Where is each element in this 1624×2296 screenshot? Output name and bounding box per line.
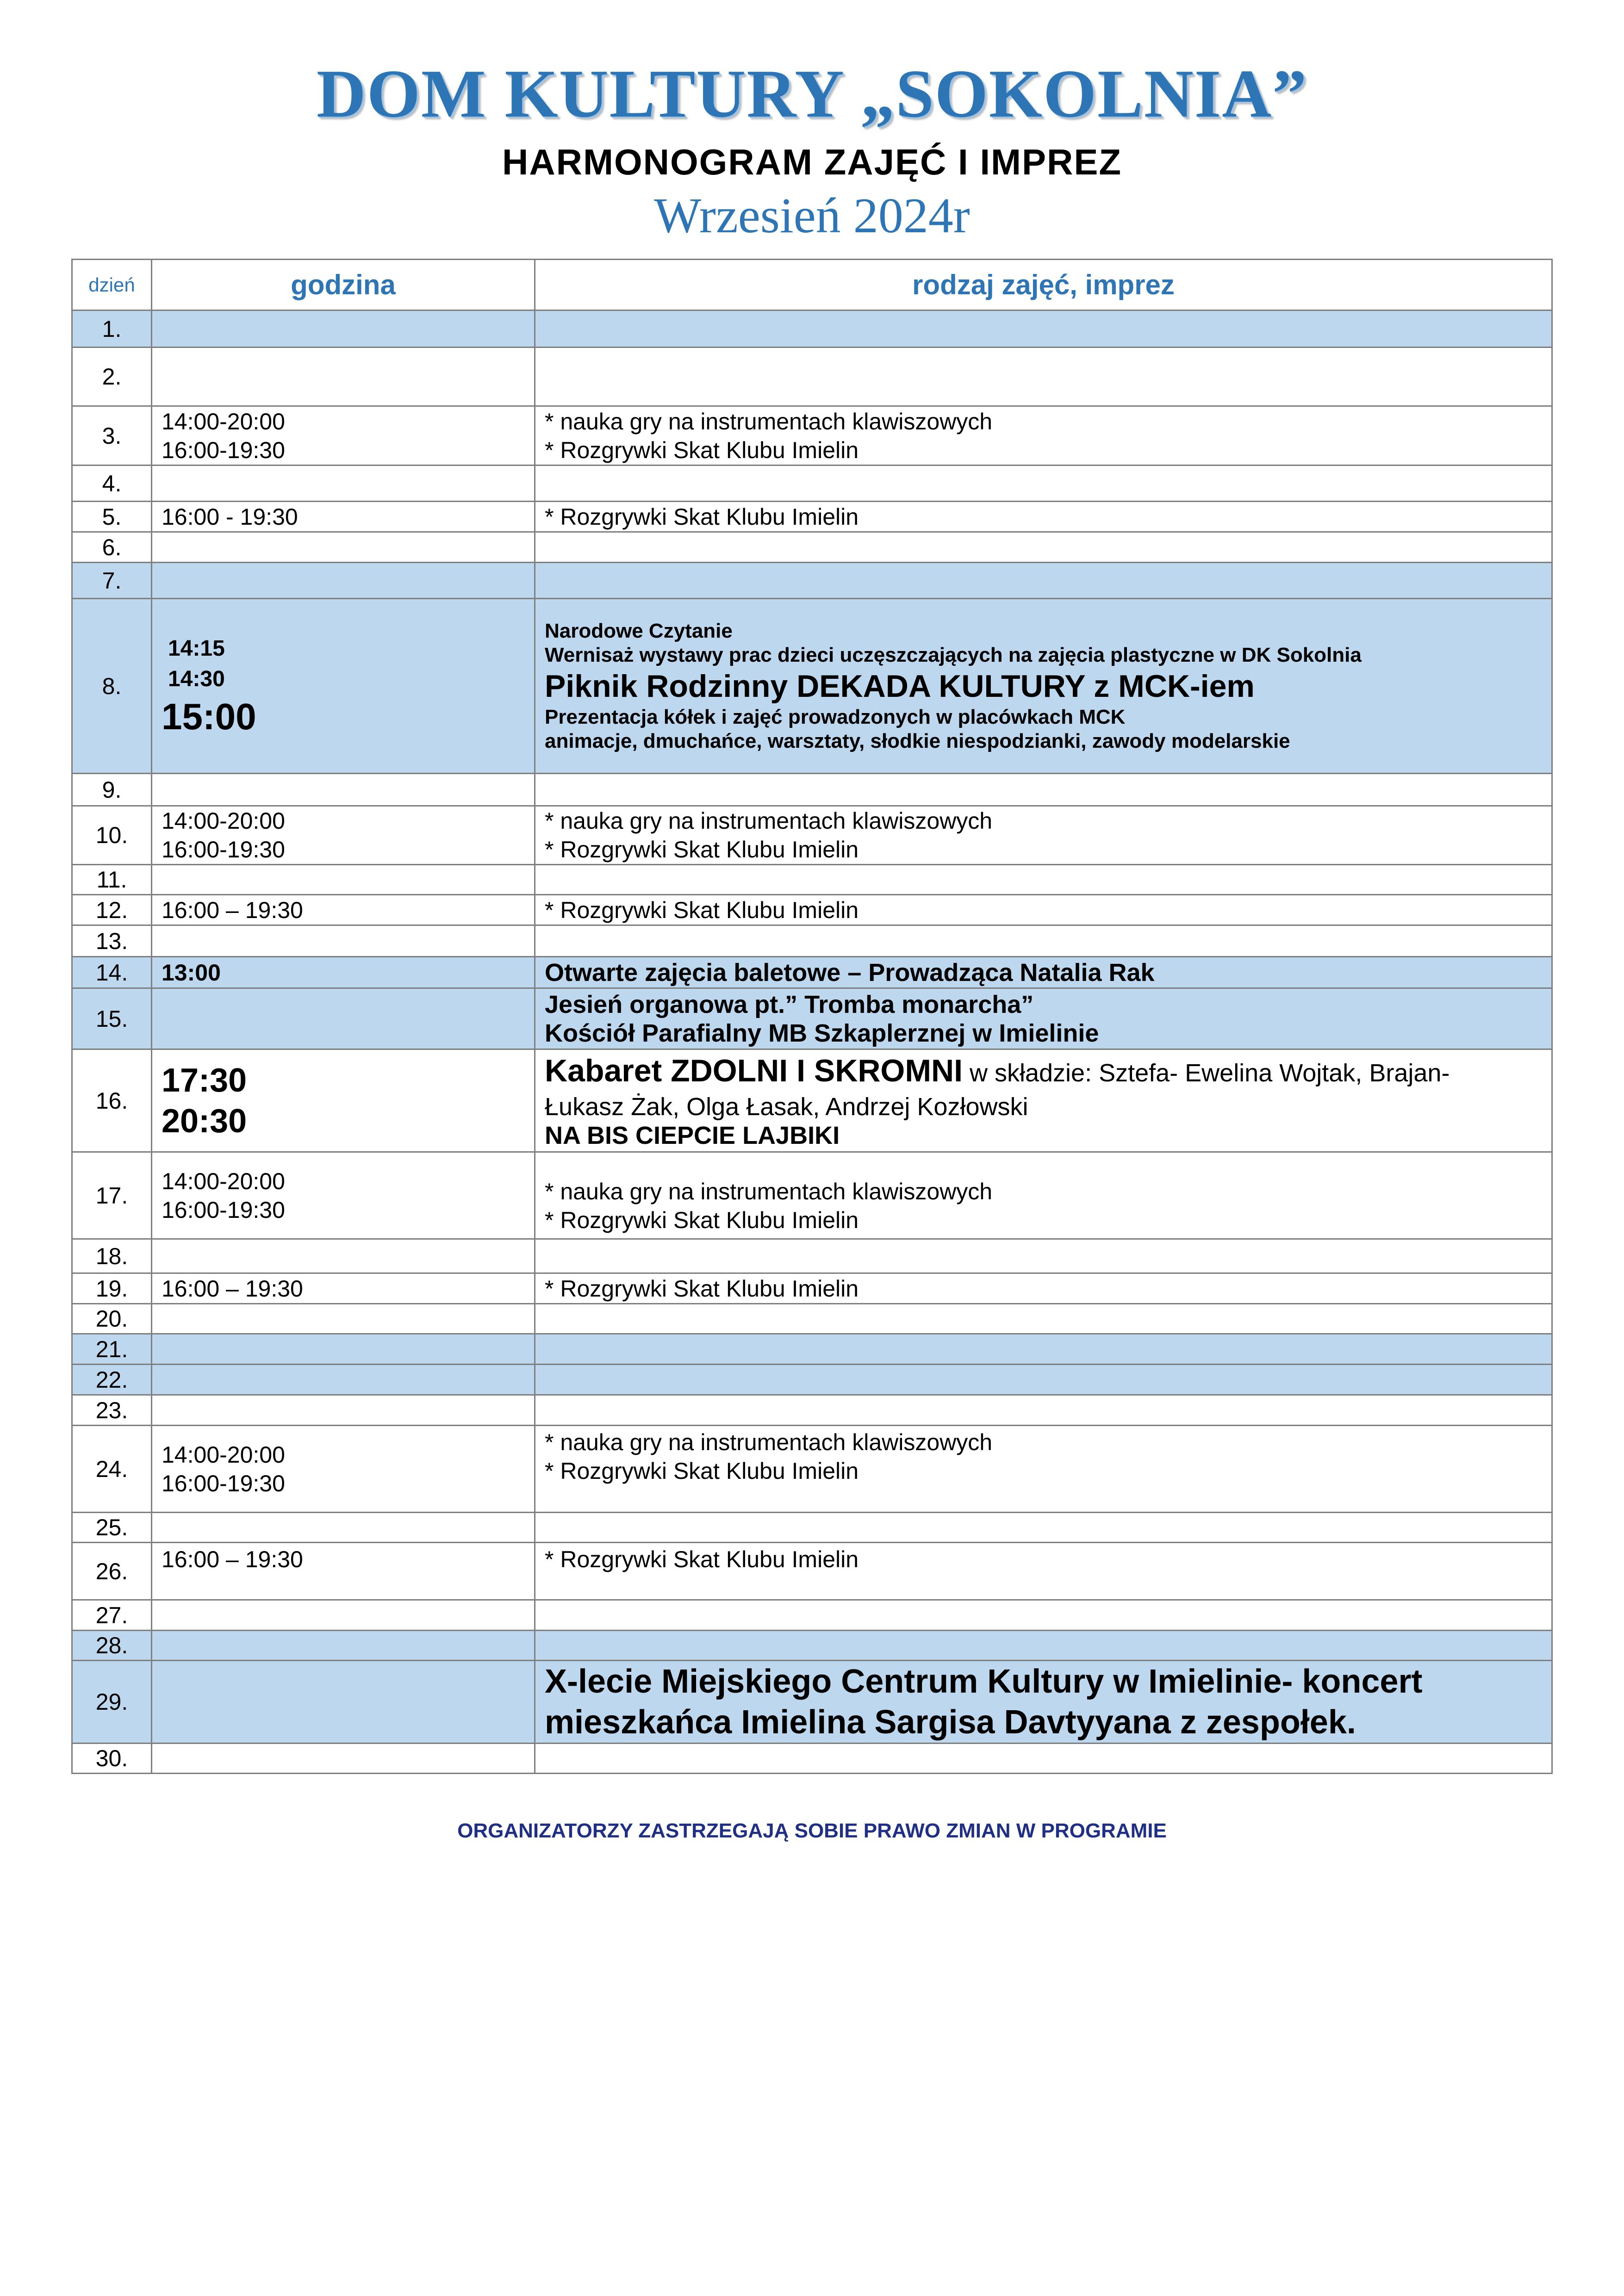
day-cell: 7. xyxy=(72,563,152,599)
table-row xyxy=(72,774,1552,806)
activity-line: * nauka gry na instrumentach klawiszowych xyxy=(545,1179,993,1204)
activity-cell xyxy=(535,1334,1552,1365)
table-row xyxy=(72,310,1552,348)
table-row xyxy=(72,1744,1552,1774)
activity-line: * Rozgrywki Skat Klubu Imielin xyxy=(545,1275,859,1302)
time-cell xyxy=(152,865,535,895)
table-row xyxy=(72,865,1552,895)
activity-line: * Rozgrywki Skat Klubu Imielin xyxy=(545,503,859,530)
time-line: 14:00-20:00 xyxy=(162,808,285,834)
time-cell xyxy=(152,806,535,865)
time-cell xyxy=(152,1600,535,1631)
activity-cell xyxy=(535,1049,1552,1152)
time-cell xyxy=(152,774,535,806)
time-line: 14:15 xyxy=(168,636,225,661)
activity-cell xyxy=(535,1600,1552,1631)
activity-line: * Rozgrywki Skat Klubu Imielin xyxy=(545,1546,859,1572)
activity-cell xyxy=(535,1273,1552,1304)
day-cell: 30. xyxy=(72,1744,152,1774)
column-header-time: godzina xyxy=(152,260,535,310)
activity-cell xyxy=(535,957,1552,988)
activity-cell xyxy=(535,1426,1552,1513)
time-cell xyxy=(152,1543,535,1600)
time-cell xyxy=(152,1744,535,1774)
activity-line: * nauka gry na instrumentach klawiszowych xyxy=(545,808,993,834)
time-cell xyxy=(152,957,535,988)
time-line: 16:00 – 19:30 xyxy=(162,1546,303,1572)
activity-cell xyxy=(535,1304,1552,1334)
column-header-day: dzień xyxy=(72,260,152,310)
table-row xyxy=(72,532,1552,563)
table-row xyxy=(72,406,1552,465)
table-row xyxy=(72,1426,1552,1513)
activity-cell xyxy=(535,310,1552,348)
time-line: 16:00-19:30 xyxy=(162,437,285,463)
time-cell xyxy=(152,1631,535,1661)
time-line: 16:00 - 19:30 xyxy=(162,503,298,530)
activity-cell xyxy=(535,1239,1552,1273)
table-row xyxy=(72,925,1552,957)
time-line: 16:00 – 19:30 xyxy=(162,897,303,923)
day-cell: 21. xyxy=(72,1334,152,1365)
day-cell: 27. xyxy=(72,1600,152,1631)
time-cell xyxy=(152,1395,535,1426)
activity-cell xyxy=(535,865,1552,895)
activity-cell xyxy=(535,1661,1552,1744)
activity-line: * nauka gry na instrumentach klawiszowych xyxy=(545,1429,993,1455)
table-row xyxy=(72,1239,1552,1273)
time-cell xyxy=(152,1426,535,1513)
day-cell: 14. xyxy=(72,957,152,988)
table-row xyxy=(72,599,1552,774)
footer-note: ORGANIZATORZY ZASTRZEGAJĄ SOBIE PRAWO ZMIAN W PROGRAMIE xyxy=(457,1819,1167,1842)
time-cell xyxy=(152,563,535,599)
table-row xyxy=(72,348,1552,406)
day-cell: 11. xyxy=(72,865,152,895)
day-cell: 24. xyxy=(72,1426,152,1513)
activity-line: Kościół Parafialny MB Szkaplerznej w Imielinie xyxy=(545,1019,1099,1047)
day-cell: 19. xyxy=(72,1273,152,1304)
activity-cell xyxy=(535,563,1552,599)
day-cell: 9. xyxy=(72,774,152,806)
table-row xyxy=(72,1513,1552,1543)
time-cell xyxy=(152,1365,535,1395)
time-cell xyxy=(152,1304,535,1334)
table-row xyxy=(72,1365,1552,1395)
day-cell: 18. xyxy=(72,1239,152,1273)
day-cell: 3. xyxy=(72,406,152,465)
activity-line: * nauka gry na instrumentach klawiszowych xyxy=(545,408,993,434)
activity-line: * Rozgrywki Skat Klubu Imielin xyxy=(545,1207,859,1233)
day-cell: 28. xyxy=(72,1631,152,1661)
table-row xyxy=(72,895,1552,925)
time-cell xyxy=(152,1661,535,1744)
time-line: 16:00-19:30 xyxy=(162,837,285,863)
table-header-row xyxy=(72,260,1552,310)
time-line: 13:00 xyxy=(162,959,221,986)
activity-cell xyxy=(535,1365,1552,1395)
activity-cell xyxy=(535,502,1552,532)
activity-line: Otwarte zajęcia baletowe – Prowadząca Natalia Rak xyxy=(545,958,1155,987)
time-cell xyxy=(152,1334,535,1365)
time-cell xyxy=(152,1049,535,1152)
activity-line: * Rozgrywki Skat Klubu Imielin xyxy=(545,897,859,923)
activity-line: w składzie: Sztefa- Ewelina Wojtak, Brajan- xyxy=(962,1059,1450,1087)
table-row xyxy=(72,1631,1552,1661)
day-cell: 17. xyxy=(72,1152,152,1239)
time-line: 14:00-20:00 xyxy=(162,408,285,434)
activity-line: * Rozgrywki Skat Klubu Imielin xyxy=(545,437,859,463)
time-line: 16:00-19:30 xyxy=(162,1470,285,1496)
table-row xyxy=(72,563,1552,599)
day-cell: 26. xyxy=(72,1543,152,1600)
time-cell xyxy=(152,599,535,774)
day-cell: 16. xyxy=(72,1049,152,1152)
activity-cell xyxy=(535,895,1552,925)
schedule-subtitle: HARMONOGRAM ZAJĘĆ I IMPREZ xyxy=(502,142,1122,182)
schedule-table xyxy=(71,259,1553,1774)
activity-cell xyxy=(535,1152,1552,1239)
activity-line: Łukasz Żak, Olga Łasak, Andrzej Kozłowski xyxy=(545,1092,1028,1121)
time-line: 15:00 xyxy=(162,695,256,737)
activity-line: animacje, dmuchańce, warsztaty, słodkie niespodzianki, zawody modelarskie xyxy=(545,729,1290,752)
activity-cell xyxy=(535,988,1552,1049)
activity-line: Piknik Rodzinny DEKADA KULTURY z MCK-iem xyxy=(545,668,1255,704)
time-cell xyxy=(152,310,535,348)
table-row xyxy=(72,1543,1552,1600)
table-row xyxy=(72,806,1552,865)
time-line: 20:30 xyxy=(162,1102,247,1140)
activity-cell xyxy=(535,774,1552,806)
activity-cell xyxy=(535,1631,1552,1661)
table-row xyxy=(72,1049,1552,1152)
time-cell xyxy=(152,1152,535,1239)
activity-line: * Rozgrywki Skat Klubu Imielin xyxy=(545,1458,859,1484)
activity-line: NA BIS CIEPCIE LAJBIKI xyxy=(545,1121,840,1149)
day-cell: 1. xyxy=(72,310,152,348)
time-cell xyxy=(152,1239,535,1273)
time-line: 14:00-20:00 xyxy=(162,1168,285,1194)
activity-cell xyxy=(535,1744,1552,1774)
activity-line: Wernisaż wystawy prac dzieci uczęszczających na zajęcia plastyczne w DK Sokolnia xyxy=(545,643,1362,666)
time-cell xyxy=(152,406,535,465)
time-cell xyxy=(152,895,535,925)
activity-cell xyxy=(535,806,1552,865)
event-title: Kabaret ZDOLNI I SKROMNI xyxy=(545,1053,963,1088)
day-cell: 20. xyxy=(72,1304,152,1334)
table-row xyxy=(72,957,1552,988)
activity-line: X-lecie Miejskiego Centrum Kultury w Imielinie- koncert xyxy=(545,1663,1423,1700)
time-cell xyxy=(152,1513,535,1543)
activity-cell xyxy=(535,348,1552,406)
time-cell xyxy=(152,988,535,1049)
activity-cell xyxy=(535,406,1552,465)
day-cell: 25. xyxy=(72,1513,152,1543)
day-cell: 10. xyxy=(72,806,152,865)
time-cell xyxy=(152,502,535,532)
time-line: 14:30 xyxy=(168,666,225,691)
day-cell: 12. xyxy=(72,895,152,925)
table-row xyxy=(72,1273,1552,1304)
table-row xyxy=(72,465,1552,502)
activity-line: Prezentacja kółek i zajęć prowadzonych w placówkach MCK xyxy=(545,705,1126,728)
activity-cell xyxy=(535,1513,1552,1543)
month-heading: Wrzesień 2024r xyxy=(654,188,970,243)
time-cell xyxy=(152,1273,535,1304)
table-row xyxy=(72,1334,1552,1365)
activity-cell xyxy=(535,599,1552,774)
page-title: DOM KULTURY „SOKOLNIA” xyxy=(316,56,1308,132)
table-row xyxy=(72,1304,1552,1334)
activity-cell xyxy=(535,1543,1552,1600)
day-cell: 15. xyxy=(72,988,152,1049)
activity-line: Jesień organowa pt.” Tromba monarcha” xyxy=(545,990,1034,1018)
activity-cell xyxy=(535,925,1552,957)
day-cell: 29. xyxy=(72,1661,152,1744)
activity-line: * Rozgrywki Skat Klubu Imielin xyxy=(545,837,859,863)
table-row xyxy=(72,1600,1552,1631)
day-cell: 5. xyxy=(72,502,152,532)
table-row xyxy=(72,502,1552,532)
day-cell: 2. xyxy=(72,348,152,406)
day-cell: 6. xyxy=(72,532,152,563)
time-cell xyxy=(152,925,535,957)
activity-cell xyxy=(535,532,1552,563)
time-line: 14:00-20:00 xyxy=(162,1441,285,1468)
time-line: 17:30 xyxy=(162,1061,247,1099)
table-row xyxy=(72,988,1552,1049)
table-row xyxy=(72,1395,1552,1426)
day-cell: 8. xyxy=(72,599,152,774)
activity-cell xyxy=(535,1395,1552,1426)
day-cell: 23. xyxy=(72,1395,152,1426)
activity-line: mieszkańca Imielina Sargisa Davtyyana z zespołek. xyxy=(545,1704,1356,1741)
time-cell xyxy=(152,532,535,563)
table-row xyxy=(72,1661,1552,1744)
day-cell: 22. xyxy=(72,1365,152,1395)
column-header-activity: rodzaj zajęć, imprez xyxy=(535,260,1552,310)
time-line: 16:00 – 19:30 xyxy=(162,1275,303,1302)
time-line: 16:00-19:30 xyxy=(162,1197,285,1223)
day-cell: 4. xyxy=(72,465,152,502)
activity-line: Narodowe Czytanie xyxy=(545,619,733,642)
time-cell xyxy=(152,465,535,502)
time-cell xyxy=(152,348,535,406)
table-row xyxy=(72,1152,1552,1239)
day-cell: 13. xyxy=(72,925,152,957)
activity-cell xyxy=(535,465,1552,502)
